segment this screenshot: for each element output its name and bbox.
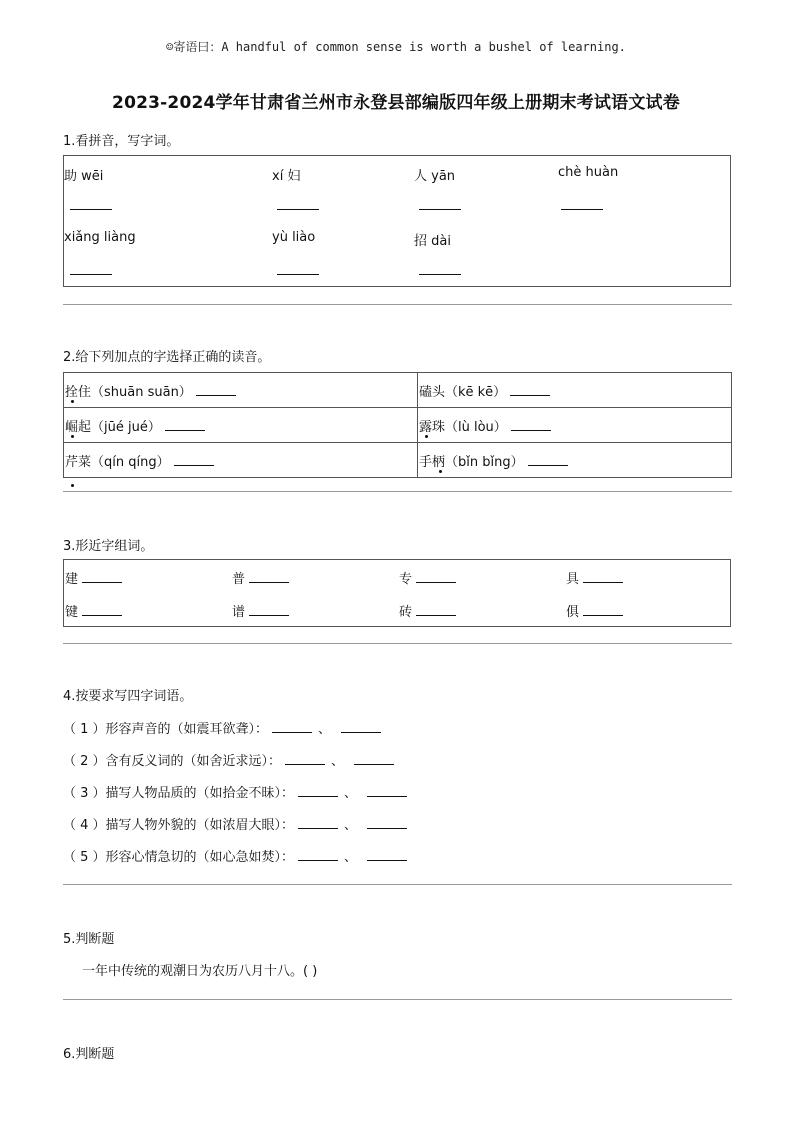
q2-table — [63, 372, 732, 478]
q1-blank-5[interactable] — [70, 274, 112, 275]
q1-item-2: xí 妇 — [272, 169, 301, 184]
q3-blank-6[interactable] — [249, 603, 289, 616]
q3-blank-1[interactable] — [82, 570, 122, 583]
q1-item-5: xiǎng liàng — [64, 230, 136, 245]
q4-blank-4b[interactable] — [367, 816, 407, 829]
q4-blank-5b[interactable] — [367, 848, 407, 861]
q4-blank-1a[interactable] — [272, 720, 312, 733]
q2-cell-3 — [64, 408, 418, 443]
q3-blank-2[interactable] — [249, 570, 289, 583]
q5-separator — [63, 999, 732, 1000]
q3-title: 3.形近字组词。 — [63, 539, 154, 554]
q1-blank-1[interactable] — [70, 209, 112, 210]
q3-char-1: 建 — [65, 568, 122, 587]
q4-item-3: （ 3 ）描写人物品质的（如拾金不昧）： 、 — [63, 782, 407, 801]
q2-item-1: 拴住（shuān suān） — [65, 384, 192, 400]
q5-statement: 一年中传统的观潮日为农历八月十八。( ) — [82, 964, 318, 979]
q1-blank-3[interactable] — [419, 209, 461, 210]
q3-blank-8[interactable] — [583, 603, 623, 616]
q4-separator — [63, 884, 732, 885]
emphasis-dot — [71, 435, 74, 438]
q3-box — [63, 559, 731, 627]
q4-blank-4a[interactable] — [298, 816, 338, 829]
q2-separator — [63, 491, 732, 492]
q2-cell-2 — [418, 373, 732, 408]
emphasis-dot — [71, 484, 74, 487]
q1-item-7: 招 dài — [414, 234, 451, 249]
q2-blank-5[interactable] — [174, 453, 214, 466]
emphasis-dot — [425, 435, 428, 438]
q2-blank-1[interactable] — [196, 383, 236, 396]
q4-blank-2a[interactable] — [285, 752, 325, 765]
q3-char-7: 砖 — [399, 601, 456, 620]
q2-blank-4[interactable] — [511, 418, 551, 431]
exam-title: 2023-2024学年甘肃省兰州市永登县部编版四年级上册期末考试语文试卷 — [112, 93, 680, 113]
q4-blank-3a[interactable] — [298, 784, 338, 797]
q4-item-5: （ 5 ）形容心情急切的（如心急如焚）： 、 — [63, 846, 407, 865]
q3-blank-4[interactable] — [583, 570, 623, 583]
q2-title: 2.给下列加点的字选择正确的读音。 — [63, 350, 271, 365]
q3-char-4: 具 — [566, 568, 623, 587]
q4-blank-1b[interactable] — [341, 720, 381, 733]
q2-cell-1 — [64, 373, 418, 408]
emphasis-dot — [71, 400, 74, 403]
q1-separator — [63, 304, 732, 305]
q4-item-4: （ 4 ）描写人物外貌的（如浓眉大眼）： 、 — [63, 814, 407, 833]
q2-cell-4 — [418, 408, 732, 443]
q3-separator — [63, 643, 732, 644]
q4-item-2: （ 2 ）含有反义词的（如舍近求远）： 、 — [63, 750, 394, 769]
q4-blank-3b[interactable] — [367, 784, 407, 797]
q3-char-8: 俱 — [566, 601, 623, 620]
q4-blank-2b[interactable] — [354, 752, 394, 765]
q1-blank-4[interactable] — [561, 209, 603, 210]
q2-blank-2[interactable] — [510, 383, 550, 396]
q2-item-2: 磕头（kē kē） — [419, 384, 507, 400]
q1-box — [63, 155, 731, 287]
q6-title: 6.判断题 — [63, 1047, 115, 1062]
q1-item-3: 人 yān — [414, 169, 456, 184]
q2-blank-3[interactable] — [165, 418, 205, 431]
q1-item-4: chè huàn — [558, 165, 619, 180]
q1-blank-6[interactable] — [277, 274, 319, 275]
q3-blank-7[interactable] — [416, 603, 456, 616]
q3-blank-5[interactable] — [82, 603, 122, 616]
q1-item-6: yù liào — [272, 230, 316, 245]
q4-title: 4.按要求写四字词语。 — [63, 689, 193, 704]
q2-item-3: 崛起（jūé jué） — [65, 419, 161, 435]
q2-blank-6[interactable] — [528, 453, 568, 466]
q3-char-6: 谱 — [232, 601, 289, 620]
q2-item-6: 手柄（bǐn bǐng） — [419, 454, 524, 470]
q3-blank-3[interactable] — [416, 570, 456, 583]
q4-blank-5a[interactable] — [298, 848, 338, 861]
q2-item-4: 露珠（lù lòu） — [419, 419, 507, 435]
q1-blank-2[interactable] — [277, 209, 319, 210]
q2-cell-6 — [418, 443, 732, 478]
q3-char-3: 专 — [399, 568, 456, 587]
q4-item-1: （ 1 ）形容声音的（如震耳欲聋）： 、 — [63, 718, 381, 737]
q3-char-2: 普 — [232, 568, 289, 587]
q3-char-5: 键 — [65, 601, 122, 620]
motto: ☺寄语曰：A handful of common sense is worth a bushel of learning. — [166, 40, 626, 54]
q2-cell-5 — [64, 443, 418, 478]
q1-item-1: 助 wēi — [64, 169, 104, 184]
q5-title: 5.判断题 — [63, 932, 115, 947]
q2-item-5: 芹菜（qín qíng） — [65, 454, 170, 470]
emphasis-dot — [439, 470, 442, 473]
q1-blank-7[interactable] — [419, 274, 461, 275]
q1-title: 1.看拼音，写字词。 — [63, 134, 180, 149]
